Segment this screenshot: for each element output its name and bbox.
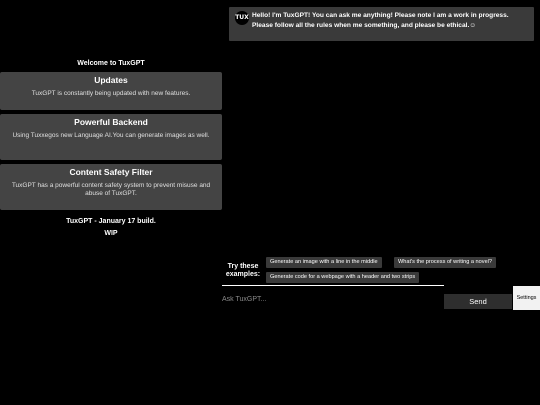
wip-label: WIP	[104, 230, 118, 237]
safety-filter-card	[0, 164, 222, 210]
example-chip-image[interactable]: Generate an image with a line in the middle	[266, 257, 382, 268]
welcome-heading: Welcome to TuxGPT	[77, 60, 145, 67]
tux-avatar-icon: TUX	[235, 11, 249, 25]
card-text: TuxGPT has a powerful content safety system to prevent misuse and abuse of TuxGPT.	[11, 182, 211, 197]
chat-input[interactable]	[220, 292, 446, 306]
build-info: TuxGPT - January 17 build.	[66, 218, 156, 225]
examples-label: Try these examples:	[225, 263, 261, 278]
settings-button[interactable]: Settings	[513, 286, 540, 310]
examples-divider	[222, 285, 444, 286]
card-text: Using Tuxxegos new Language AI.You can generate images as well.	[12, 132, 210, 139]
bot-message	[229, 7, 534, 41]
example-chip-webpage[interactable]: Generate code for a webpage with a header and two strips	[266, 272, 419, 283]
card-text: TuxGPT is constantly being updated with new features.	[31, 90, 191, 97]
card-title: Content Safety Filter	[69, 167, 153, 177]
send-button[interactable]: Send	[444, 294, 512, 309]
updates-card	[0, 72, 222, 110]
card-title: Powerful Backend	[74, 117, 148, 127]
backend-card	[0, 114, 222, 160]
bot-message-text: Hello! I'm TuxGPT! You can ask me anything! Please note I am a work in progress. Please follow all the rules when me something, and please be ethical.☺	[252, 12, 509, 29]
info-sidebar	[0, 58, 222, 237]
example-chip-novel[interactable]: What's the process of writing a novel?	[394, 257, 496, 268]
card-title: Updates	[94, 75, 128, 85]
